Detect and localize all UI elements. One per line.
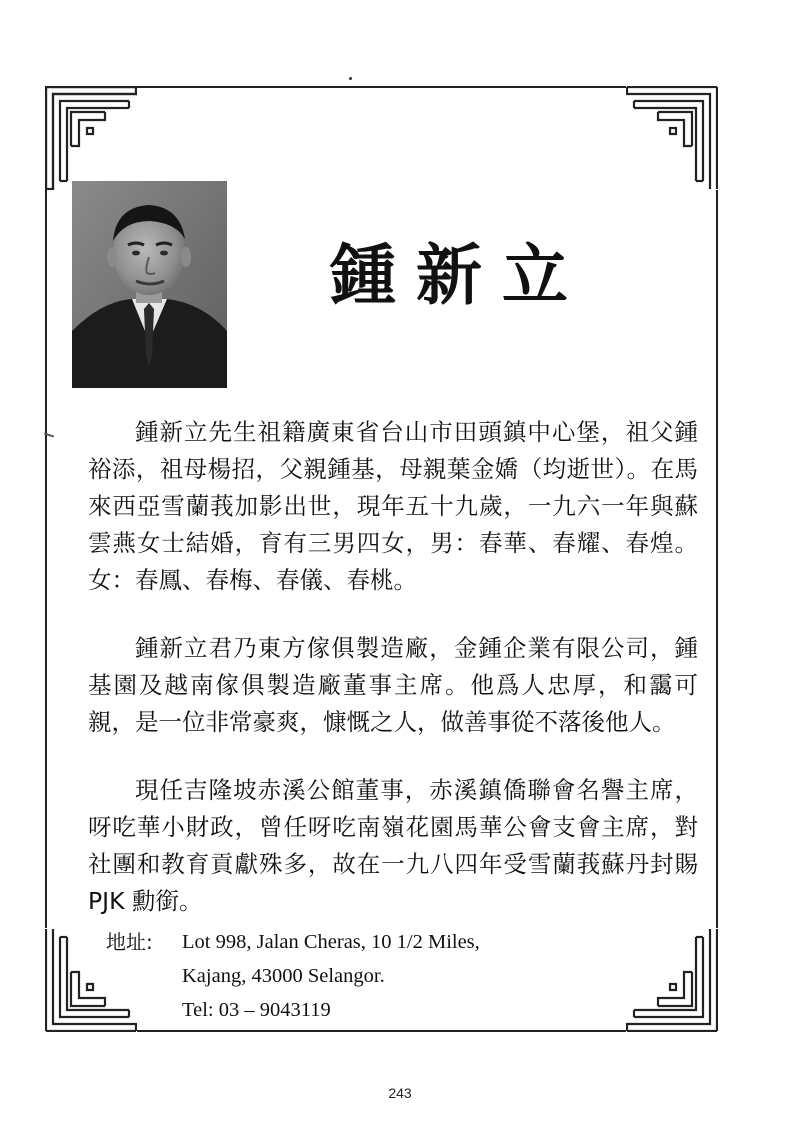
contact-block xyxy=(106,925,480,1027)
corner-ornament-top-left xyxy=(45,86,137,190)
biography-text xyxy=(88,414,698,951)
address-row-2 xyxy=(106,959,480,993)
page-number: 243 xyxy=(388,1085,412,1101)
scan-speck xyxy=(349,77,352,80)
address-label: 地址: xyxy=(106,930,153,954)
corner-ornament-top-right xyxy=(626,86,718,190)
biography-paragraph-1: 鍾新立先生祖籍廣東省台山市田頭鎮中心堡，祖父鍾裕添，祖母楊招，父親鍾基，母親葉金嬌（均逝世）。在馬來西亞雪蘭莪加影出世，現年五十九歲，一九六一年與蘇雲燕女士結婚，育有三男四女，男：春華、春耀、春煌。女：春鳳、春梅、春儀、春桃。 xyxy=(88,418,698,594)
address-line-2: Kajang, 43000 Selangor. xyxy=(182,965,385,987)
person-name-title: 鍾新立 xyxy=(330,236,588,314)
telephone-row xyxy=(106,993,480,1027)
biography-paragraph-2: 鍾新立君乃東方傢俱製造廠，金鍾企業有限公司，鍾基園及越南傢俱製造廠董事主席。他爲人忠厚，和靄可親，是一位非常豪爽，慷慨之人，做善事從不落後他人。 xyxy=(88,634,698,736)
address-line-1: Lot 998, Jalan Cheras, 10 1/2 Miles, xyxy=(182,931,480,953)
address-label-spacer xyxy=(106,959,182,993)
portrait-photo xyxy=(72,181,227,388)
telephone-number: Tel: 03 – 9043119 xyxy=(182,999,331,1021)
biography-paragraph-3: 現任吉隆坡赤溪公館董事，赤溪鎮僑聯會名譽主席，呀吃華小財政，曾任呀吃南嶺花園馬華公會支會主席，對社團和教育貢獻殊多，故在一九八四年受雪蘭莪蘇丹封賜 PJK 勳銜。 xyxy=(88,776,698,915)
address-row-1 xyxy=(106,925,480,959)
telephone-label-spacer xyxy=(106,993,182,1027)
